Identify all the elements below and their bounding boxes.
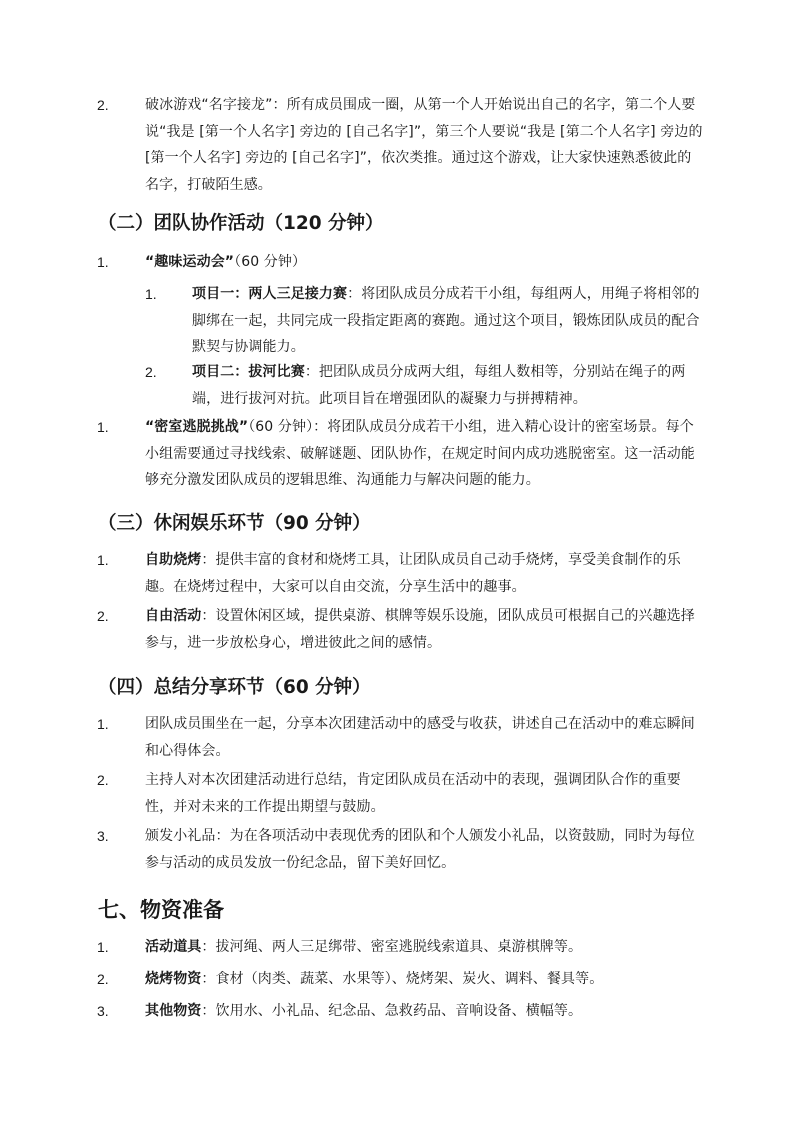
list-bold-label: 自助烧烤	[145, 552, 202, 568]
list-bold-label: 其他物资	[145, 1003, 202, 1019]
list-text	[145, 547, 705, 600]
list-bold-label: 项目二：拔河比赛	[192, 364, 305, 380]
list-body: ：将团队成员分成若干小组，每组两人，用绳子将相邻的脚绑在一起，共同完成一段指定距离的赛跑。通过这个项目，锻炼团队成员的配合默契与协调能力。	[192, 286, 700, 355]
section-heading: （三）休闲娱乐环节（90 分钟）	[98, 513, 371, 534]
list-text	[192, 281, 704, 361]
list-text	[145, 603, 705, 656]
list-text	[145, 966, 705, 993]
list-text: 颁发小礼品：为在各项活动中表现优秀的团队和个人颁发小礼品，以资鼓励，同时为每位参与活动的成员发放一份纪念品，留下美好回忆。	[145, 828, 695, 871]
list-text: 主持人对本次团建活动进行总结，肯定团队成员在活动中的表现，强调团队合作的重要性，并对未来的工作提出期望与鼓励。	[145, 772, 681, 815]
list-number: 1.	[97, 716, 109, 732]
list-text: 破冰游戏“名字接龙”：所有成员围成一圈，从第一个人开始说出自己的名字，第二个人要说“我是 [第一个人名字] 旁边的 [自己名字]”，第三个人要说“我是 [第二个人名字] 旁边的 [第一个人名字] 旁边的 [自己名字]”，依次类推。通过这个游戏，让大家快速熟悉彼此的名字，打破陌生感。	[145, 97, 703, 193]
list-number: 2.	[97, 971, 109, 987]
list-bold-label: 烧烤物资	[145, 971, 202, 987]
list-number: 3.	[97, 828, 109, 844]
list-bold-label: 项目一：两人三足接力赛	[192, 286, 348, 302]
list-number: 1.	[97, 419, 109, 435]
list-body: ：提供丰富的食材和烧烤工具，让团队成员自己动手烧烤，享受美食制作的乐趣。在烧烤过程中，大家可以自由交流，分享生活中的趣事。	[145, 552, 681, 595]
list-bold-label: 自由活动	[145, 608, 202, 624]
section-heading: （二）团队协作活动（120 分钟）	[98, 213, 384, 234]
list-number: 2.	[97, 608, 109, 624]
list-body: ：设置休闲区域，提供桌游、棋牌等娱乐设施，团队成员可根据自己的兴趣选择参与，进一步放松身心，增进彼此之间的感情。	[145, 608, 695, 651]
list-body: ：拔河绳、两人三足绑带、密室逃脱线索道具、桌游棋牌等。	[201, 939, 583, 955]
list-text	[145, 998, 705, 1025]
list-body: ：饮用水、小礼品、纪念品、急救药品、音响设备、横幅等。	[201, 1003, 583, 1019]
list-number: 1.	[97, 552, 109, 568]
section-heading: （四）总结分享环节（60 分钟）	[98, 677, 371, 698]
list-number: 1.	[145, 286, 157, 302]
list-body: ：把团队成员分成两大组，每组人数相等，分别站在绳子的两端，进行拔河对抗。此项目旨在增强团队的凝聚力与拼搏精神。	[192, 364, 686, 407]
list-body: （60 分钟）：将团队成员分成若干小组，进入精心设计的密室场景。每个小组需要通过寻找线索、破解谜题、团队协作，在规定时间内成功逃脱密室。这一活动能够充分激发团队成员的逻辑思维、沟通能力与解决问题的能力。	[145, 419, 695, 488]
list-number: 3.	[97, 1003, 109, 1019]
list-text: 团队成员围坐在一起，分享本次团建活动中的感受与收获，讲述自己在活动中的难忘瞬间和心得体会。	[145, 716, 695, 759]
list-number: 1.	[97, 254, 109, 270]
list-text	[145, 249, 705, 276]
list-bold-label: 活动道具	[145, 939, 202, 955]
list-bold-label: “密室逃脱挑战”	[145, 419, 249, 435]
list-number: 2.	[97, 772, 109, 788]
list-text	[192, 359, 704, 412]
list-text	[145, 414, 705, 494]
chapter-heading: 七、物资准备	[98, 898, 224, 922]
list-bold-label: “趣味运动会”	[145, 254, 235, 270]
list-number: 2.	[145, 364, 157, 380]
list-number: 2.	[97, 97, 109, 113]
list-body: （60 分钟）	[234, 254, 307, 270]
list-body: ：食材（肉类、蔬菜、水果等）、烧烤架、炭火、调料、餐具等。	[201, 971, 604, 987]
list-text	[145, 934, 705, 961]
list-number: 1.	[97, 939, 109, 955]
